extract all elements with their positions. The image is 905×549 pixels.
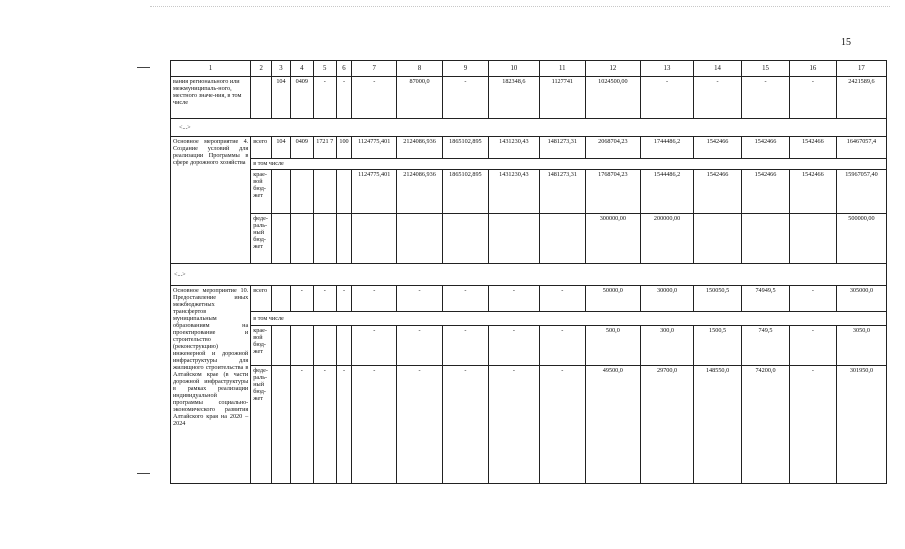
table-cell: 1124775,401	[352, 137, 397, 159]
table-cell: 100	[336, 137, 352, 159]
table-cell: -	[488, 286, 539, 312]
table-cell	[352, 214, 397, 264]
table-cell	[272, 366, 291, 484]
table-cell: 300000,00	[585, 214, 640, 264]
table-cell: 1744486,2	[640, 137, 693, 159]
budget-table	[170, 60, 887, 484]
table-cell: -	[488, 326, 539, 366]
table-cell: -	[539, 366, 585, 484]
column-header: 9	[442, 61, 488, 77]
margin-mark-bottom	[137, 473, 150, 474]
table-cell: 1865102,895	[442, 137, 488, 159]
column-header: 8	[397, 61, 443, 77]
table-cell: -	[442, 326, 488, 366]
table-cell: 200000,00	[640, 214, 693, 264]
table-cell	[397, 214, 443, 264]
table-cell: 1127741	[539, 77, 585, 119]
table-cell: 1544486,2	[640, 170, 693, 214]
table-cell: 2068704,23	[585, 137, 640, 159]
table-cell: 1542466	[694, 137, 742, 159]
ellipsis-row	[171, 264, 887, 286]
header-row	[171, 61, 887, 77]
table-cell	[290, 170, 313, 214]
table-cell	[694, 214, 742, 264]
table-row	[171, 214, 887, 264]
table-cell	[290, 326, 313, 366]
table-cell: -	[742, 77, 790, 119]
table-cell: 1124775,401	[352, 170, 397, 214]
column-header: 6	[336, 61, 352, 77]
column-header: 1	[171, 61, 251, 77]
ellipsis-text: <...>	[171, 264, 887, 286]
table-row	[171, 326, 887, 366]
table-cell: 87000,0	[397, 77, 443, 119]
table-cell: -	[789, 77, 836, 119]
table-cell: -	[290, 286, 313, 312]
table-cell	[789, 214, 836, 264]
table-row	[171, 170, 887, 214]
table-cell	[272, 326, 291, 366]
table-cell: 0409	[290, 77, 313, 119]
table-cell	[336, 214, 352, 264]
table-cell: -	[352, 366, 397, 484]
table-cell: -	[336, 366, 352, 484]
table-cell: 749,5	[742, 326, 790, 366]
table-cell	[313, 214, 336, 264]
table-cell: феде-раль-ный бюд-жет	[251, 366, 272, 484]
table-cell: 148550,0	[694, 366, 742, 484]
table-cell	[539, 214, 585, 264]
table-cell: 50000,0	[585, 286, 640, 312]
table-cell: 1768704,23	[585, 170, 640, 214]
table-cell: 1542466	[789, 170, 836, 214]
table-row	[171, 286, 887, 312]
column-header: 10	[488, 61, 539, 77]
column-header: 2	[251, 61, 272, 77]
table-cell: 2124086,936	[397, 170, 443, 214]
table-cell: -	[789, 326, 836, 366]
column-header: 12	[585, 61, 640, 77]
table-cell: -	[352, 286, 397, 312]
margin-mark-top	[137, 67, 150, 68]
table-cell: 1721 7	[313, 137, 336, 159]
table-cell: 150050,5	[694, 286, 742, 312]
column-header: 16	[789, 61, 836, 77]
table-cell: -	[336, 77, 352, 119]
table-cell: 1542466	[742, 137, 790, 159]
table-cell: -	[694, 77, 742, 119]
table-cell: крае-вой бюд-жет	[251, 170, 272, 214]
table-row	[171, 366, 887, 484]
event-10-name: Основное мероприятие 10. Предоставление иных межбюджетных трансфертов муниципальным образованиям на проектирование и строительство (реконструкцию) инженерной и дорожной инфраструктуры для жилищного строительства в Алтайском крае (в части дорожной инфраструктуры в рамках реализации индивидуальной программы социально-экономического развития Алтайского края на 2020 – 2024	[171, 286, 251, 484]
table-cell: 104	[272, 137, 291, 159]
table-cell	[313, 170, 336, 214]
table-cell: 1500,5	[694, 326, 742, 366]
table-cell	[442, 214, 488, 264]
table-cell: 2421589,6	[836, 77, 886, 119]
table-cell	[272, 170, 291, 214]
table-cell: -	[488, 366, 539, 484]
column-header: 5	[313, 61, 336, 77]
table-cell: -	[397, 326, 443, 366]
table-row	[171, 137, 887, 159]
page-number: 15	[841, 37, 851, 48]
table-cell: -	[397, 286, 443, 312]
top-scan-rule	[150, 6, 890, 7]
table-cell	[290, 214, 313, 264]
table-cell: 30000,0	[640, 286, 693, 312]
column-header: 3	[272, 61, 291, 77]
table-cell: 1542466	[789, 137, 836, 159]
table-cell: 16467057,4	[836, 137, 886, 159]
table-cell: -	[290, 366, 313, 484]
table-cell: -	[313, 286, 336, 312]
column-header: 13	[640, 61, 693, 77]
column-header: 4	[290, 61, 313, 77]
table-cell: 1865102,895	[442, 170, 488, 214]
column-header: 14	[694, 61, 742, 77]
table-cell: 1481273,31	[539, 170, 585, 214]
table-cell: -	[789, 286, 836, 312]
table-cell: 1431230,43	[488, 170, 539, 214]
table-cell: 301950,0	[836, 366, 886, 484]
including-label: в том числе	[251, 312, 887, 326]
table-cell: 300,0	[640, 326, 693, 366]
table-cell	[488, 214, 539, 264]
table-cell: -	[397, 366, 443, 484]
ellipsis-text: <...>	[171, 119, 887, 137]
table-cell: 15967057,40	[836, 170, 886, 214]
table-row	[171, 77, 887, 119]
table-cell: -	[442, 366, 488, 484]
table-cell: 49500,0	[585, 366, 640, 484]
table-cell	[742, 214, 790, 264]
column-header: 7	[352, 61, 397, 77]
table-cell: -	[336, 286, 352, 312]
event-4-name: Основное мероприятие 4. Создание условий для реализации Программы в сфере дорожного хозяйства	[171, 137, 251, 264]
table-cell: 1542466	[742, 170, 790, 214]
table-cell: всего	[251, 137, 272, 159]
table-cell: 2124086,936	[397, 137, 443, 159]
table-cell	[251, 77, 272, 119]
table-cell: 182348,6	[488, 77, 539, 119]
table-cell	[272, 286, 291, 312]
table-cell: -	[640, 77, 693, 119]
table-cell: -	[789, 366, 836, 484]
including-label: в том числе	[251, 159, 887, 170]
table-cell: 0409	[290, 137, 313, 159]
table-cell: 305000,0	[836, 286, 886, 312]
table-cell: крае-вой бюд-жет	[251, 326, 272, 366]
table-cell: 1431230,43	[488, 137, 539, 159]
table-cell: -	[442, 77, 488, 119]
table-cell: -	[352, 326, 397, 366]
table-cell: 104	[272, 77, 291, 119]
table-cell	[272, 214, 291, 264]
column-header: 15	[742, 61, 790, 77]
table-cell	[313, 326, 336, 366]
table-cell: -	[313, 366, 336, 484]
table-cell: 74949,5	[742, 286, 790, 312]
table-cell	[336, 326, 352, 366]
column-header: 17	[836, 61, 886, 77]
table-cell: 500000,00	[836, 214, 886, 264]
table-cell: 500,0	[585, 326, 640, 366]
ellipsis-row	[171, 119, 887, 137]
table-cell: 74200,0	[742, 366, 790, 484]
table-cell: феде-раль-ный бюд-жет	[251, 214, 272, 264]
table-cell: 1024500,00	[585, 77, 640, 119]
table-cell: 1481273,31	[539, 137, 585, 159]
table-cell: -	[313, 77, 336, 119]
table-row	[171, 159, 887, 170]
table-cell: -	[352, 77, 397, 119]
table-cell: -	[539, 286, 585, 312]
table-cell: -	[442, 286, 488, 312]
table-cell: 29700,0	[640, 366, 693, 484]
table-cell	[336, 170, 352, 214]
column-header: 11	[539, 61, 585, 77]
table-row	[171, 312, 887, 326]
row-name: вания регионального или межмуниципаль-ного, местного значе-ния, в том числе	[171, 77, 251, 119]
table-cell: 1542466	[694, 170, 742, 214]
table-cell: -	[539, 326, 585, 366]
table-cell: 3050,0	[836, 326, 886, 366]
table-cell: всего	[251, 286, 272, 312]
